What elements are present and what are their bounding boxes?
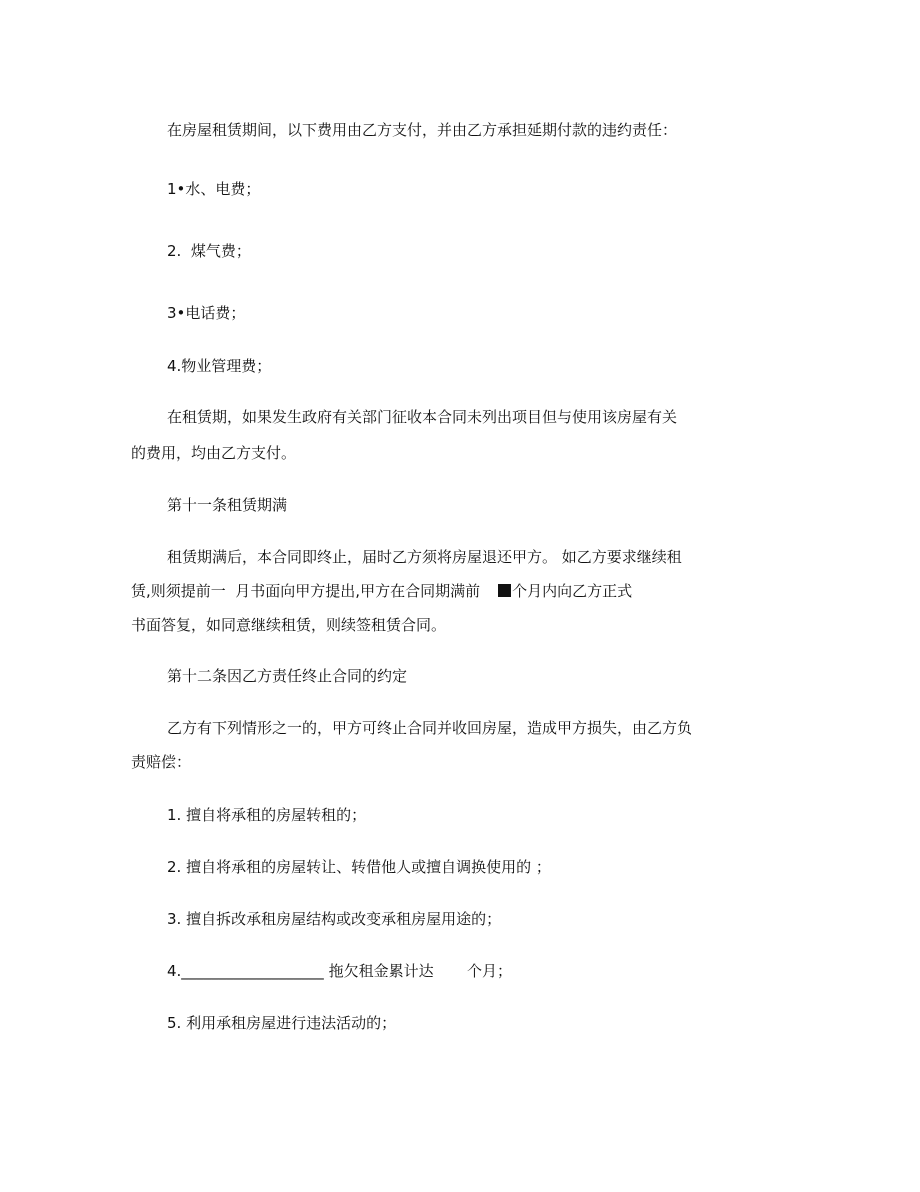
article-11-line2-part-a: 赁,则须提前一 月书面向甲方提出,甲方在合同期满前 [131, 582, 481, 600]
breach-item-rent-arrears: 4.___________________ 拖欠租金累计达 个月； [167, 962, 512, 980]
article-11-line3: 书面答复，如同意继续租赁，则续签租赁合同。 [131, 616, 447, 634]
article-11-line2 [131, 581, 632, 601]
article-12-line2: 责赔偿： [131, 753, 192, 771]
fee-item-telephone: 3•电话费； [167, 304, 246, 322]
breach-item-illegal-activity: 5. 利用承租房屋进行违法活动的； [167, 1014, 397, 1032]
article-12-heading: 第十二条因乙方责任终止合同的约定 [167, 667, 408, 685]
other-fees-paragraph-line1: 在租赁期，如果发生政府有关部门征收本合同未列出项目但与使用该房屋有关 [167, 408, 678, 426]
breach-item-alteration: 3. 擅自拆改承租房屋结构或改变承租房屋用途的； [167, 910, 502, 928]
breach-item-transfer: 2. 擅自将承租的房屋转让、转借他人或擅自调换使用的 ； [167, 858, 551, 876]
fee-item-property-management: 4.物业管理费； [167, 357, 272, 375]
article-11-heading: 第十一条租赁期满 [167, 496, 288, 514]
article-11-line1: 租赁期满后，本合同即终止，届时乙方须将房屋退还甲方。 如乙方要求继续租 [167, 548, 682, 566]
article-11-line2-part-b: 个月内向乙方正式 [512, 582, 633, 600]
black-square-icon [498, 584, 511, 597]
fee-item-gas: 2. 煤气费； [167, 242, 251, 260]
other-fees-paragraph-line2: 的费用，均由乙方支付。 [131, 444, 297, 462]
intro-paragraph: 在房屋租赁期间，以下费用由乙方支付，并由乙方承担延期付款的违约责任： [167, 121, 678, 139]
fee-item-water-electricity: 1•水、电费； [167, 180, 261, 198]
breach-item-sublet: 1. 擅自将承租的房屋转租的； [167, 806, 367, 824]
article-12-line1: 乙方有下列情形之一的，甲方可终止合同并收回房屋，造成甲方损失，由乙方负 [167, 719, 693, 737]
